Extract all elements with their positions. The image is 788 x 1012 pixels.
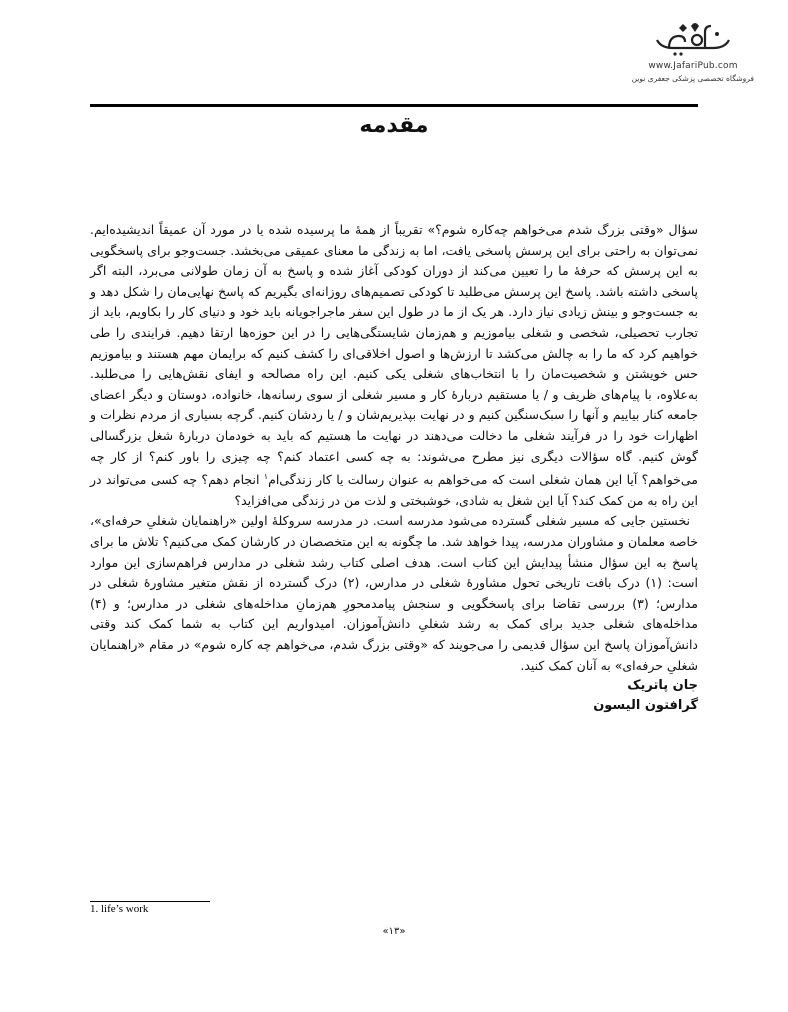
page-title: مقدمه	[359, 113, 429, 138]
publisher-logo-mark-icon	[651, 18, 735, 60]
publisher-tagline: فروشگاه تخصصی پزشکی جعفری نوین	[631, 74, 754, 83]
publisher-logo	[632, 18, 754, 83]
paragraph-1-text: سؤال «وقتی بزرگ شدم می‌خواهم چه‌کاره شوم؟» تقریباً از همهٔ ما پرسیده شده یا در مورد آن عمیقاً اندیشیده‌ایم. نمی‌توان به راحتی برای این پرسش پاسخی یافت، اما به زندگی ما معنای عمیقی می‌بخشد. جست‌وجو برای پاسخگویی به این پرسش که حرفهٔ ما را تعیین می‌کند از دوران کودکی آغاز شده و پاسخ به آن زمان طولانی می‌برد، البته اگر پاسخی داشته باشد. پاسخ این پرسش می‌طلبد تا کودکی تصمیم‌های روزانه‌ای بگیریم که پاسخ نهایی‌مان را شکل دهد و به جست‌وجو و بینش زیادی نیاز دارد. هر یک از ما در طول این سفر ماجراجویانه باید خود و دنیای کار را بکاویم، باید از تجارب تحصیلی، شخصی و شغلی بیاموزیم و هم‌زمان شایستگی‌هایی را در این حوزه‌ها ارتقا دهیم. فرایندی را طی خواهیم کرد که ما را به چالش می‌کشد تا ارزش‌ها و اصول اخلاقی‌ای را کشف کنیم که برایمان مهم هستند و بیاموزیم حس خویشتن و شخصیت‌مان را با انتخاب‌های شغلی یکی کنیم. این راه مصالحه و ایفای نقش‌هایی را می‌طلبد. به‌علاوه، با پیام‌های ظریف و / یا مستقیم دربارهٔ کار و مسیر شغلی از سوی رسانه‌ها، خانواده، دوستان و دیگر اعضای جامعه کنار بیاییم و آنها را سبک‌سنگین کنیم و در نهایت بپذیریم‌شان و / یا ردشان کنیم. گرچه بسیاری از مردم نظرات و اظهارات خود را در فرآیند شغلی ما دخالت می‌دهند در نهایت ما هستیم که باید به خودمان دربارهٔ شغل بزرگسالی گوش کنیم. گاه سؤالات دیگری نیز مطرح می‌شوند: به چه کسی اعتماد کنم؟ چه چیزی را باور کنم؟ از کار چه می‌خواهم؟ آیا این همان شغلی است که می‌خواهم به عنوان رسالت یا کار زندگی‌ام	[90, 222, 698, 488]
publisher-url: www.JafariPub.com	[648, 61, 738, 71]
footnote-marker: ۱	[263, 472, 269, 482]
author-name-2: گرافتون الیسون	[593, 698, 698, 714]
preface-body	[90, 220, 698, 716]
footnote: 1. life’s work	[90, 903, 149, 915]
page-number: «۱۳»	[382, 926, 406, 937]
preface-paragraph-2: نخستین جایی که مسیر شغلی گسترده می‌شود مدرسه است. در مدرسه سروکلهٔ اولین «راهنمایان شغلیِ حرفه‌ای»، خاصه معلمان و مشاوران مدرسه، پیدا خواهد شد. ما چگونه به این متخصصان در کارشان کمک می‌کنیم؟ تلاش ما برای پاسخ به این سؤال منشأ پیدایش این کتاب است. هدف اصلی کتاب رشد شغلی در مدارس فراهم‌سازی این موارد است: (۱) درک بافت تاریخی تحول مشاورهٔ شغلی در مدارس، (۲) درک گسترده از نقش متغیر مشاورهٔ شغلی در مدارس؛ (۳) بررسی تقاضا برای پاسخگویی و سنجش پیامدمحورِ هم‌زمانِ مداخله‌های شغلی در مدارس؛ و (۴) مداخله‌های شغلی جدید برای کمک به رشد شغلیِ دانش‌آموزان. امیدواریم این کتاب به شما کمک کند وقتی دانش‌آموزان پاسخ این سؤال قدیمی را می‌جویند که «وقتی بزرگ شدم، می‌خواهم چه کاره شوم» در مقام «راهنمایان شغلیِ حرفه‌ای» به آنان کمک کنید.	[90, 513, 698, 673]
author-name-1: جان پاتریک	[627, 678, 698, 694]
header-rule	[90, 104, 698, 107]
preface-paragraph-1	[90, 220, 698, 511]
paragraph-1-tail: انجام دهم؟ چه کسی می‌تواند در این راه به من کمک کند؟ آیا این شغل به شادی، خوشبختی و لذت من در زندگی می‌افزاید؟	[90, 472, 698, 508]
footnote-rule	[90, 901, 210, 902]
